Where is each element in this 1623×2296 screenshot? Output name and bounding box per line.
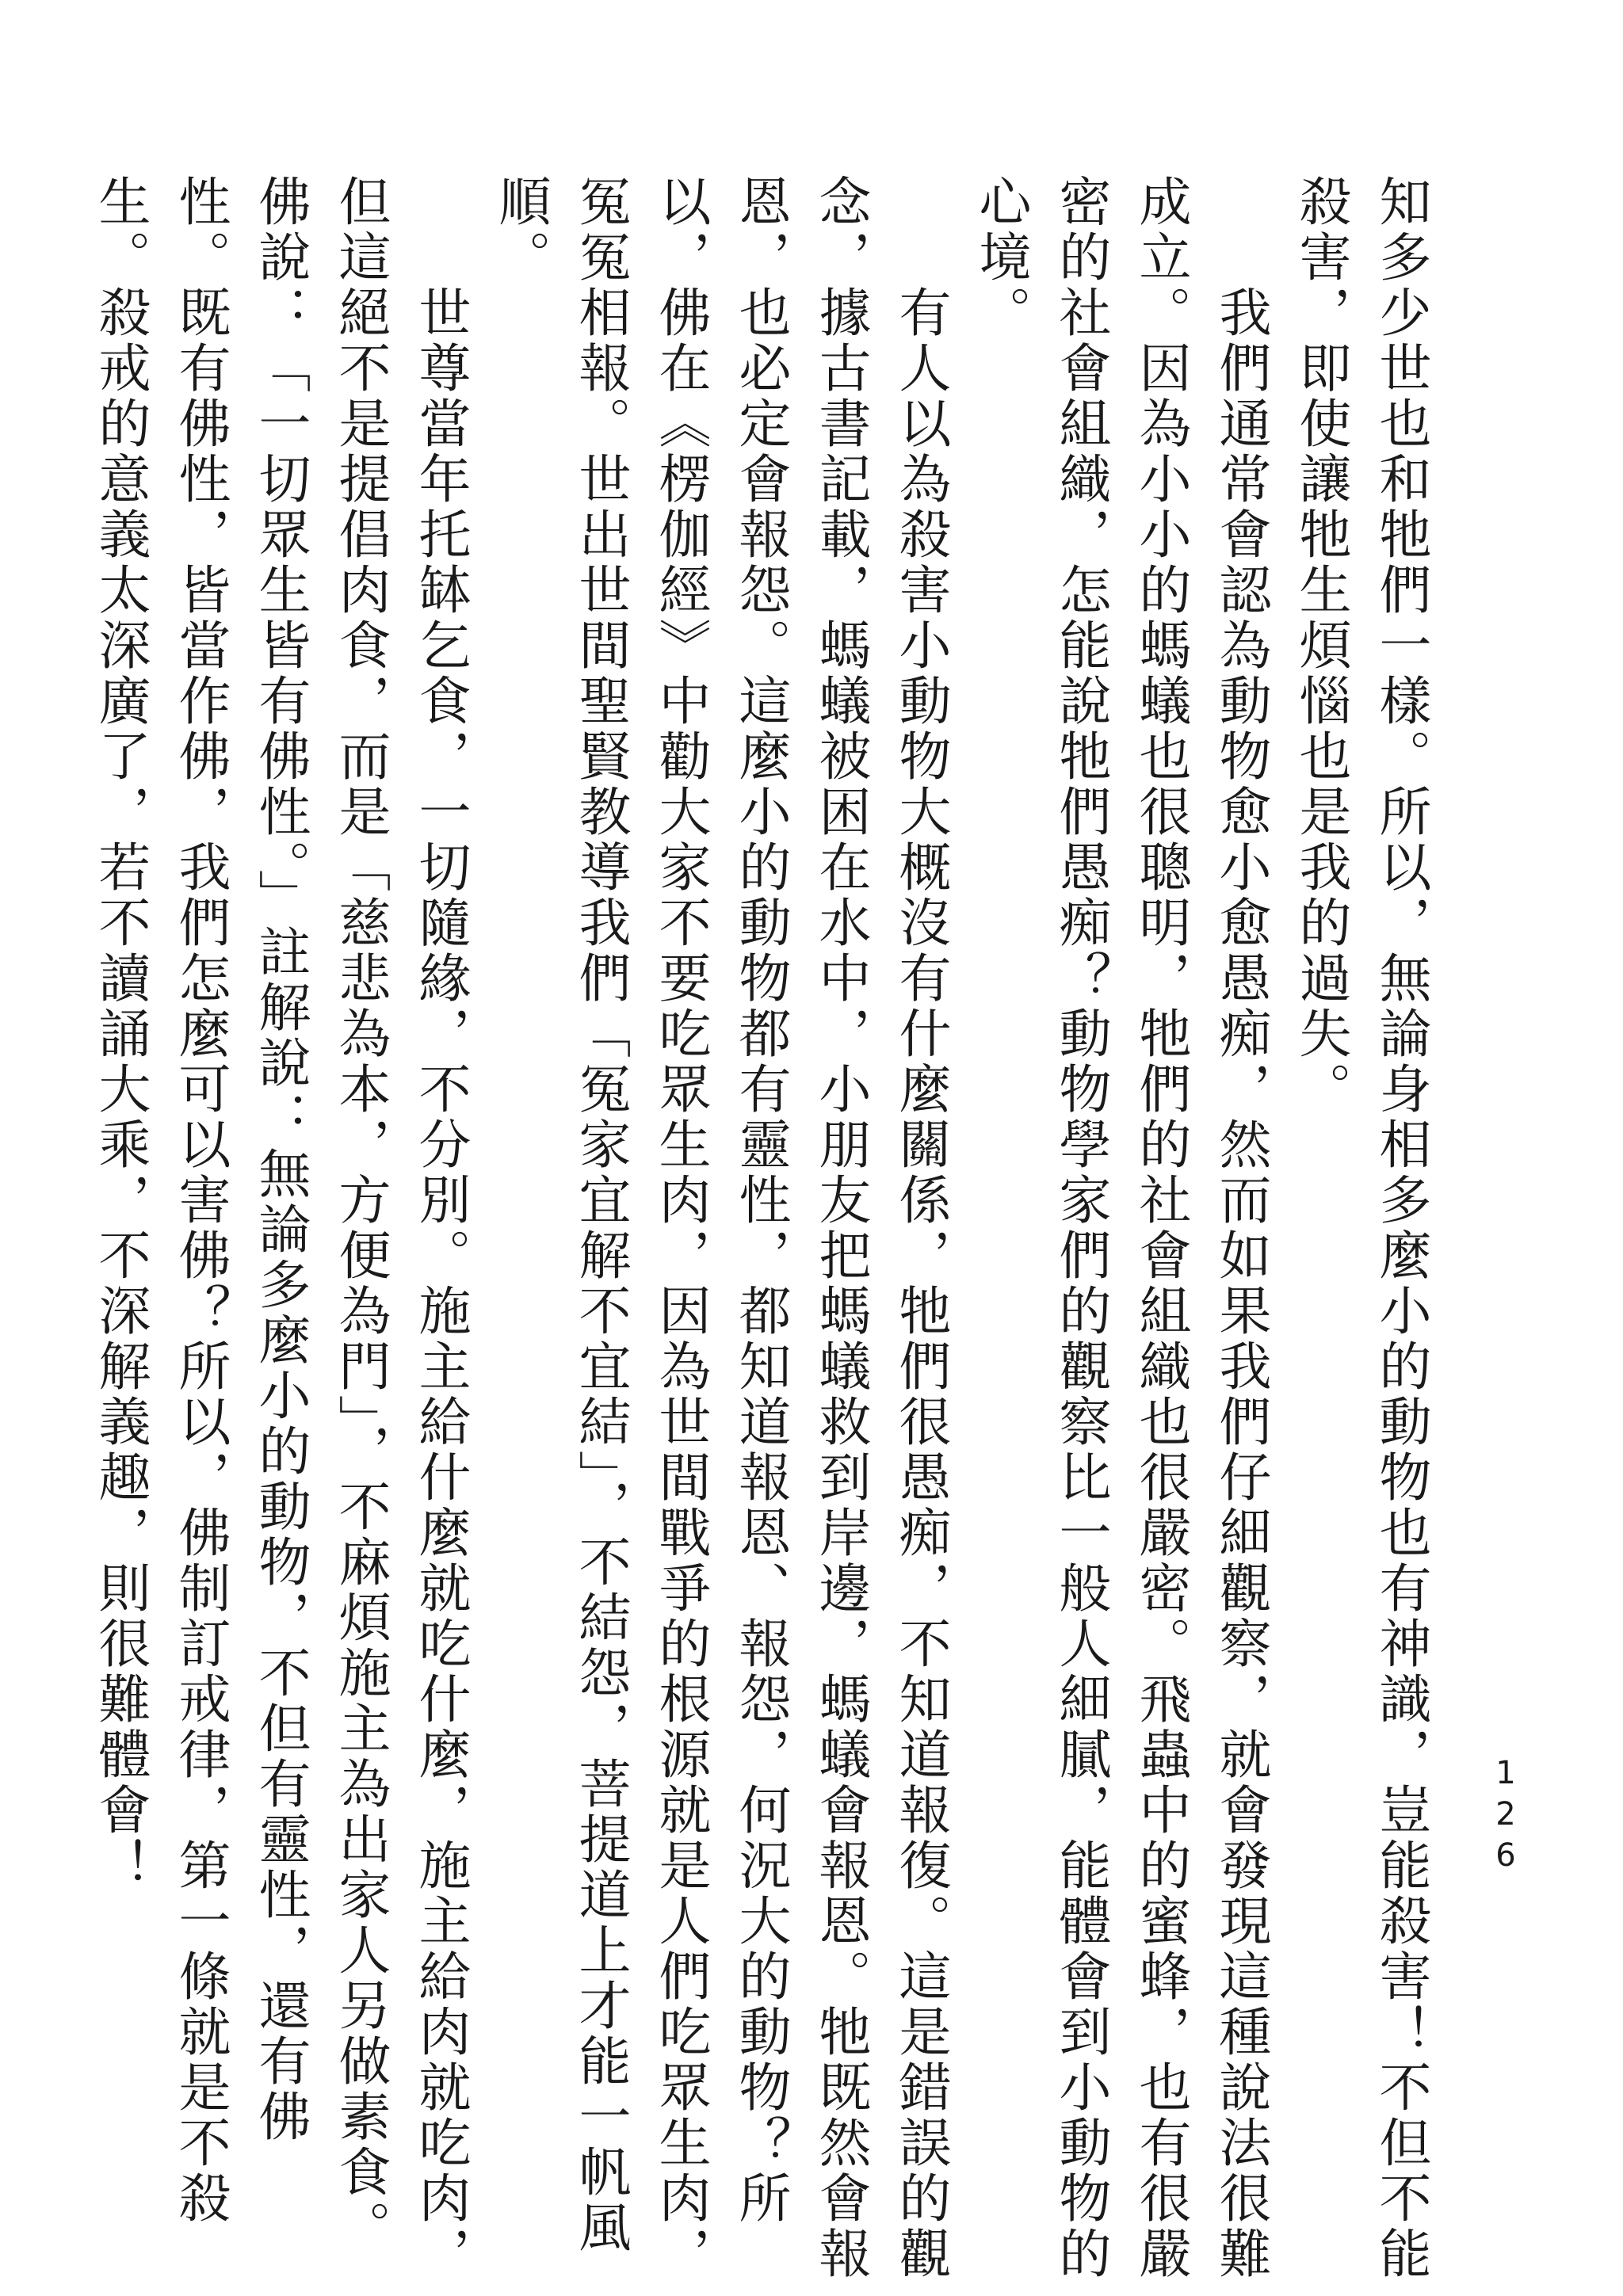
text-column-4: 成立。因為小小的螞蟻也很聰明，牠們的社會組織也很嚴密。飛蟲中的蜜蜂，也有很嚴 — [1130, 174, 1191, 2282]
text-column-7: 有人以為殺害小動物大概沒有什麼關係，牠們很愚痴，不知道報復。這是錯誤的觀 — [890, 174, 951, 2282]
text-column-12: 順。 — [490, 174, 551, 285]
text-column-2: 殺害，即使讓牠生煩惱也是我的過失。 — [1290, 174, 1351, 1117]
text-column-1: 知多少世也和牠們一樣。所以，無論身相多麼小的動物也有神識，豈能殺害！不但不能 — [1370, 174, 1431, 2282]
vertical-text-body — [90, 174, 1441, 2282]
text-column-15: 佛說：「一切眾生皆有佛性。」註解說：無論多麼小的動物，不但有靈性，還有佛 — [250, 174, 311, 2145]
text-column-6: 心境。 — [970, 174, 1031, 341]
text-column-13: 世尊當年托缽乞食，一切隨緣，不分別。施主給什麼就吃什麼，施主給肉就吃肉， — [410, 174, 471, 2282]
text-column-16: 性。既有佛性，皆當作佛，我們怎麼可以害佛？所以，佛制訂戒律，第一條就是不殺 — [170, 174, 231, 2226]
text-column-10: 以，佛在《楞伽經》中勸大家不要吃眾生肉，因為世間戰爭的根源就是人們吃眾生肉， — [650, 174, 711, 2282]
text-column-17: 生。殺戒的意義太深廣了，若不讀誦大乘，不深解義趣，則很難體會！ — [90, 174, 151, 1894]
text-column-14: 但這絕不是提倡肉食，而是「慈悲為本，方便為門」，不麻煩施主為出家人另做素食。 — [330, 174, 391, 2256]
text-column-11: 冤冤相報。世出世間聖賢教導我們「冤家宜解不宜結」，不結怨，菩提道上才能一帆風 — [570, 174, 631, 2256]
text-column-5: 密的社會組織，怎能說牠們愚痴？動物學家們的觀察比一般人細膩，能體會到小動物的 — [1050, 174, 1111, 2282]
text-column-8: 念，據古書記載，螞蟻被困在水中，小朋友把螞蟻救到岸邊，螞蟻會報恩。牠既然會報 — [810, 174, 871, 2282]
page-number: 126 — [1487, 1755, 1524, 1878]
text-column-3: 我們通常會認為動物愈小愈愚痴，然而如果我們仔細觀察，就會發現這種說法很難 — [1210, 174, 1271, 2282]
text-column-9: 恩，也必定會報怨。這麼小的動物都有靈性，都知道報恩、報怨，何況大的動物？所 — [730, 174, 791, 2226]
